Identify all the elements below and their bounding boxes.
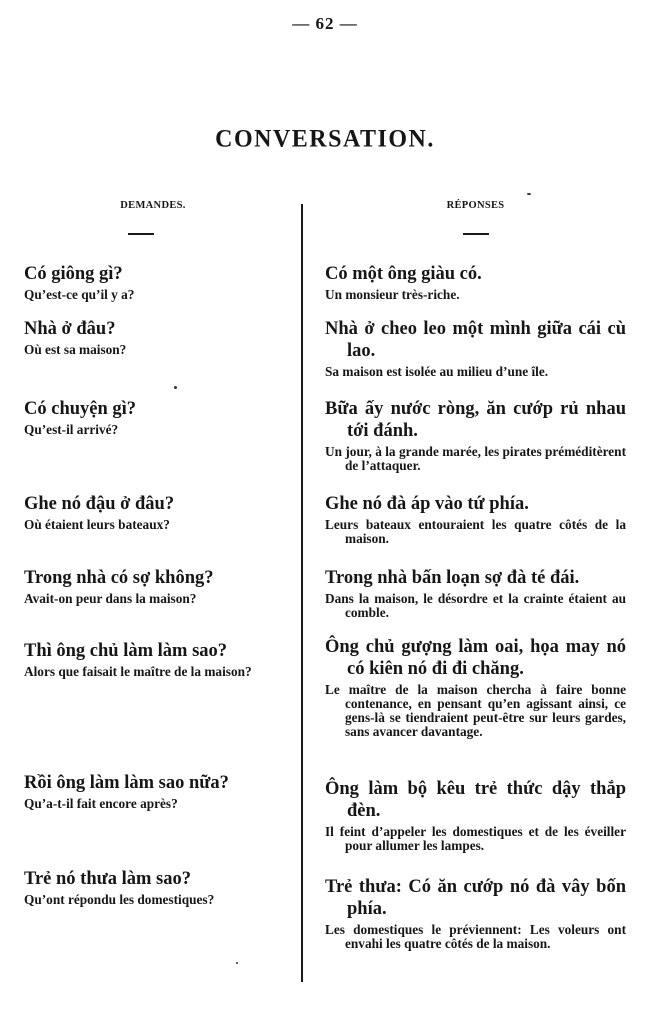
reponse-entry <box>325 318 626 379</box>
header-rule <box>463 233 489 235</box>
demande-french: Avait-on peur dans la maison? <box>24 591 197 606</box>
demande-entry <box>24 398 282 437</box>
reponse-french: Dans la maison, le désordre et la crainte étaient au comble. <box>325 591 626 620</box>
reponse-vietnamese: Bữa ấy nước ròng, ăn cướp rủ nhau tới đánh. <box>325 399 626 441</box>
reponse-vietnamese: Ông làm bộ kêu trẻ thức dậy thắp đèn. <box>325 779 626 821</box>
page-title: CONVERSATION. <box>215 125 435 153</box>
reponse-entry <box>325 567 626 620</box>
column-divider <box>301 204 303 982</box>
reponse-vietnamese: Ông chủ gượng làm oai, họa may nó có kiên nó đi đi chăng. <box>325 637 626 679</box>
demande-french: Où est sa maison? <box>24 342 127 357</box>
header-rule <box>128 233 154 235</box>
reponse-french: Il feint d’appeler les domestiques et de les éveiller pour allumer les lampes. <box>325 824 626 853</box>
demande-french: Alors que faisait le maître de la maison? <box>24 664 252 679</box>
reponse-french: Leurs bateaux entouraient les quatre côtés de la maison. <box>325 517 626 546</box>
reponse-french: Les domestiques le préviennent: Les voleurs ont envahi les quatre côtés de la maison. <box>325 922 626 951</box>
reponse-entry <box>325 778 626 853</box>
reponse-french: Sa maison est isolée au milieu d’une île. <box>325 364 549 379</box>
demande-french: Qu’est-il arrivé? <box>24 422 119 437</box>
ink-speck <box>174 386 177 389</box>
demande-french: Qu’ont répondu les domestiques? <box>24 892 215 907</box>
reponse-vietnamese: Có một ông giàu có. <box>325 264 482 284</box>
reponses-header: RÉPONSES <box>446 200 505 211</box>
demande-french: Où étaient leurs bateaux? <box>24 517 170 532</box>
reponse-vietnamese: Trẻ thưa: Có ăn cướp nó đà vây bốn phía. <box>325 877 626 919</box>
demande-entry <box>24 493 282 532</box>
demande-vietnamese: Có giông gì? <box>24 264 123 284</box>
demande-entry <box>24 567 282 606</box>
page-number: — 62 — <box>292 14 358 33</box>
reponse-entry <box>325 876 626 951</box>
demande-entry <box>24 772 282 811</box>
reponse-vietnamese: Nhà ở cheo leo một mình giữa cái cù lao. <box>325 319 626 361</box>
demande-vietnamese: Ghe nó đậu ở đâu? <box>24 494 175 514</box>
demande-entry <box>24 318 282 357</box>
demande-vietnamese: Rồi ông làm làm sao nữa? <box>24 773 229 793</box>
demande-vietnamese: Có chuyện gì? <box>24 399 137 419</box>
demande-french: Qu’a-t-il fait encore après? <box>24 796 178 811</box>
demande-vietnamese: Trẻ nó thưa làm sao? <box>24 869 191 889</box>
reponse-entry <box>325 263 626 302</box>
reponse-french: Un jour, à la grande marée, les pirates préméditèrent de l’attaquer. <box>325 444 626 473</box>
reponse-french: Le maître de la maison chercha à faire bonne contenance, en pensant qu’en agissant ainsi, ce gens-là se tiendraient peut-être sur leurs gardes, sans avancer davantage. <box>325 682 626 739</box>
reponse-entry <box>325 636 626 739</box>
reponse-vietnamese: Ghe nó đà áp vào tứ phía. <box>325 494 529 514</box>
demandes-column <box>24 200 282 907</box>
ink-speck <box>236 962 238 964</box>
reponse-entry <box>325 493 626 546</box>
demande-entry <box>24 640 282 679</box>
demande-vietnamese: Trong nhà có sợ không? <box>24 568 214 588</box>
demande-entry <box>24 263 282 302</box>
demande-french: Qu’est-ce qu’il y a? <box>24 287 135 302</box>
demande-vietnamese: Thì ông chủ làm làm sao? <box>24 641 228 661</box>
reponse-entry <box>325 398 626 473</box>
ink-speck <box>527 193 531 195</box>
demandes-header: DEMANDES. <box>120 200 186 211</box>
demande-vietnamese: Nhà ở đâu? <box>24 319 116 339</box>
reponse-vietnamese: Trong nhà bấn loạn sợ đà té đái. <box>325 568 580 588</box>
reponses-column <box>325 200 626 951</box>
reponse-french: Un monsieur très-riche. <box>325 287 460 302</box>
demande-entry <box>24 868 282 907</box>
